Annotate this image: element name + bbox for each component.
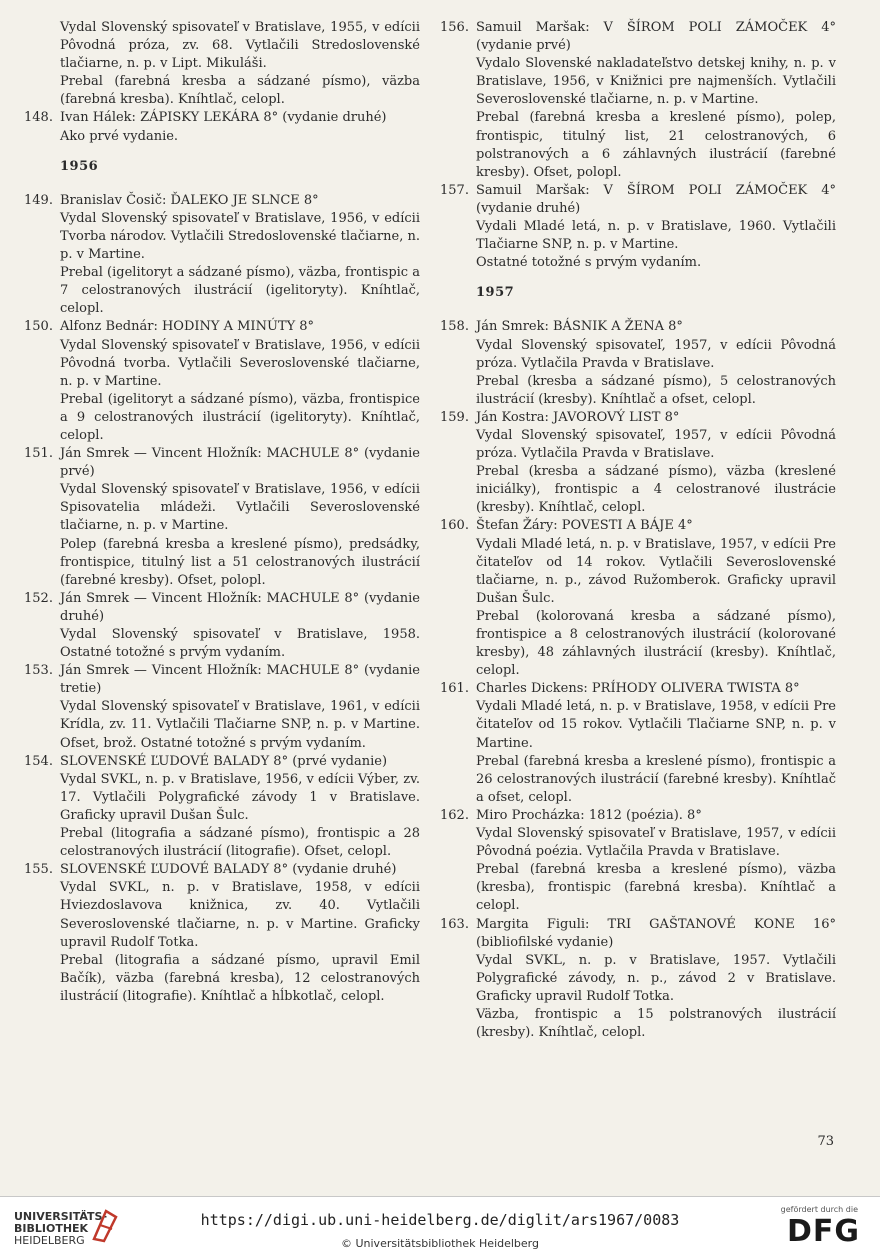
- entry-number: 163.: [440, 916, 469, 932]
- year-heading: 1956: [60, 158, 99, 174]
- entry-description: Väzba, frontispic a 15 polstranových ilustrácií (kresby). Kníhtlač, celopl.: [476, 1006, 836, 1041]
- entry-description: Vydal Slovenský spisovateľ v Bratislave, 1957, v edícii Pôvodná poézia. Vytlačila Pravda v Bratislave.: [476, 826, 836, 860]
- entry-description: Vydal Slovenský spisovateľ v Bratislave, 1956, v edícii Spisovatelia mládeži. Vytlačili Severoslovenské tlačiarne, n. p. v Martine.: [60, 482, 420, 534]
- entry-title: SLOVENSKÉ ĽUDOVÉ BALADY 8° (vydanie druhé): [60, 862, 397, 878]
- catalog-entry: [24, 445, 420, 590]
- entry-description: Vydal SVKL, n. p. v Bratislave, 1957. Vytlačili Polygrafické závody, n. p., závod 2 v Bratislave. Graficky upravil Rudolf Totka.: [476, 952, 836, 1004]
- entry-title: Margita Figuli: TRI GAŠTANOVÉ KONE 16° (bibliofilské vydanie): [476, 916, 836, 950]
- entry-description: Vydal Slovenský spisovateľ v Bratislave, 1956, v edícii Pôvodná tvorba. Vytlačili Severoslovenské tlačiarne, n. p. v Martine.: [60, 337, 420, 389]
- entry-title: Samuil Maršak: V ŠÍROM POLI ZÁMOČEK 4° (vydanie druhé): [476, 182, 836, 216]
- catalog-entry: [24, 192, 420, 319]
- entry-description: Vydal Slovenský spisovateľ v Bratislave, 1958. Ostatné totožné s prvým vydaním.: [60, 627, 420, 661]
- entry-number: 151.: [24, 446, 53, 462]
- entry-description: Prebal (igelitoryt a sádzané písmo), väzba, frontispice a 9 celostranových ilustrácií (igelitoryty). Kníhtlač, celopl.: [60, 391, 420, 443]
- entry-description: Vydal SVKL, n. p. v Bratislave, 1958, v edícii Hviezdoslavova knižnica, zv. 40. Vytlačili Severoslovenské tlačiarne, n. p. v Martine. Graficky upravil Rudolf Totka.: [60, 880, 420, 950]
- entry-description: Vydal Slovenský spisovateľ, 1957, v edícii Pôvodná próza. Vytlačila Pravda v Bratislave.: [476, 427, 836, 462]
- entry-description: Ako prvé vydanie.: [60, 128, 179, 144]
- library-name-line1: UNIVERSITÄTS-: [14, 1210, 108, 1223]
- catalog-entry: [24, 753, 420, 862]
- catalog-entry: [440, 680, 836, 807]
- footer-bar: [0, 1196, 880, 1259]
- entry-description: Vydal Slovenský spisovateľ, 1957, v edícii Pôvodná próza. Vytlačila Pravda v Bratislave.: [476, 337, 836, 371]
- entry-description: Vydali Mladé letá, n. p. v Bratislave, 1957, v edícii Pre čitateľov od 14 rokov. Vytlačili Severoslovenské tlačiarne, n. p., závod Ružomberok. Graficky upravil Dušan Šulc.: [476, 536, 836, 606]
- entry-description: Vydal Slovenský spisovateľ v Bratislave, 1956, v edícii Tvorba národov. Vytlačili Stredoslovenské tlačiarne, n. p. v Martine.: [60, 210, 420, 263]
- entry-description: Prebal (litografia a sádzané písmo, upravil Emil Bačík), väzba (farebná kresba), 12 celostranových ilustrácií (litografie). Kníhtlač a hĺbkotlač, celopl.: [60, 952, 420, 1004]
- entry-title: Alfonz Bednár: HODINY A MINÚTY 8°: [60, 319, 315, 335]
- entry-number: 155.: [24, 862, 53, 878]
- entry-title: Ján Smrek — Vincent Hložník: MACHULE 8° (vydanie prvé): [60, 446, 420, 480]
- permalink-url[interactable]: https://digi.ub.uni-heidelberg.de/diglit/ars1967/0083: [200, 1211, 680, 1229]
- entry-description: Polep (farebná kresba a kreslené písmo), predsádky, frontispice, titulný list a 51 celostranových ilustrácií (farebné kresby). Ofset, polopl.: [60, 536, 420, 588]
- catalog-entry: [440, 318, 836, 408]
- continued-text: Vydal Slovenský spisovateľ v Bratislave, 1955, v edícii Pôvodná próza, zv. 68. Vytlačili Stredoslovenské tlačiarne, n. p. v Lipt. Mikuláši.: [60, 20, 420, 72]
- entry-description: Prebal (farebná kresba a kreslené písmo), polep, frontispic, titulný list, 21 celostranových, 6 polstranových a 6 záhlavných ilustrácií (farebné kresby). Ofset, polopl.: [476, 110, 836, 180]
- copyright-note: © Universitätsbibliothek Heidelberg: [340, 1237, 539, 1250]
- continued-text: Prebal (farebná kresba a sádzané písmo), väzba (farebná kresba). Kníhtlač, celopl.: [60, 74, 420, 108]
- entry-title: Ivan Hálek: ZÁPISKY LEKÁRA 8° (vydanie druhé): [60, 110, 387, 126]
- entry-description: Vydali Mladé letá, n. p. v Bratislave, 1958, v edícii Pre čitateľov od 15 rokov. Vytlačili Tlačiarne SNP, n. p. v Martine.: [476, 699, 836, 751]
- entry-title: Samuil Maršak: V ŠÍROM POLI ZÁMOČEK 4° (vydanie prvé): [476, 20, 836, 54]
- entry-title: Štefan Žáry: POVESTI A BÁJE 4°: [476, 518, 693, 534]
- entry-description: Vydal Slovenský spisovateľ v Bratislave, 1961, v edícii Krídla, zv. 11. Vytlačili Tlačiarne SNP, n. p. v Martine. Ofset, brož. Ostatné totožné s prvým vydaním.: [60, 699, 420, 751]
- catalog-entry: [440, 182, 836, 272]
- entry-number: 158.: [440, 319, 469, 335]
- entry-number: 153.: [24, 663, 53, 679]
- year-heading: 1957: [476, 285, 515, 301]
- catalog-entry: [440, 517, 836, 680]
- entry-title: Ján Smrek — Vincent Hložník: MACHULE 8° (vydanie tretie): [60, 663, 420, 697]
- entry-title: SLOVENSKÉ ĽUDOVÉ BALADY 8° (prvé vydanie): [60, 753, 388, 769]
- entry-description: Vydalo Slovenské nakladateľstvo detskej knihy, n. p. v Bratislave, 1956, v Knižnici pre najmenších. Vytlačili Severoslovenské tlačiarne, n. p. v Martine.: [476, 56, 836, 108]
- catalog-entry: [24, 662, 420, 752]
- entry-number: 157.: [440, 182, 469, 198]
- catalog-entry: [440, 409, 836, 518]
- entry-number: 159.: [440, 409, 469, 425]
- catalog-entry: [24, 318, 420, 445]
- catalog-entry: [24, 590, 420, 662]
- entry-description: Vydal SVKL, n. p. v Bratislave, 1956, v edícii Výber, zv. 17. Vytlačili Polygrafické závody 1 v Bratislave. Graficky upravil Dušan Šulc.: [60, 771, 420, 823]
- entry-number: 150.: [24, 319, 53, 335]
- dfg-logo[interactable]: DFG: [786, 1214, 860, 1249]
- entry-title: Ján Kostra: JAVOROVÝ LIST 8°: [476, 409, 680, 425]
- entry-title: Miro Procházka: 1812 (poézia). 8°: [476, 807, 702, 823]
- entry-number: 160.: [440, 518, 469, 534]
- entry-title: Ján Smrek — Vincent Hložník: MACHULE 8° (vydanie druhé): [60, 590, 420, 624]
- entry-description: Prebal (kolorovaná kresba a sádzané písmo), frontispice a 8 celostranových ilustrácií (kolorované kresby), 48 záhlavných ilustrácií (kresby). Kníhtlač, celopl.: [476, 608, 836, 679]
- entry-number: 162.: [440, 807, 469, 823]
- entry-description: Prebal (litografia a sádzané písmo), frontispic a 28 celostranových ilustrácií (litografie). Ofset, celopl.: [60, 826, 420, 860]
- entry-number: 156.: [440, 20, 469, 35]
- page-number: 73: [817, 1134, 834, 1149]
- library-name-line2: BIBLIOTHEK: [14, 1222, 89, 1235]
- entry-description: Prebal (kresba a sádzané písmo), 5 celostranových ilustrácií (kresby). Kníhtlač a ofset, celopl.: [476, 373, 836, 407]
- entry-number: 149.: [24, 192, 53, 208]
- entry-description: Ostatné totožné s prvým vydaním.: [476, 255, 702, 271]
- entry-description: Prebal (kresba a sádzané písmo), väzba (kreslené iniciálky), frontispic a 4 celostranové ilustrácie (kresby). Kníhtlač, celopl.: [476, 464, 836, 516]
- right-column: [440, 19, 836, 1042]
- entry-description: Prebal (farebná kresba a kreslené písmo), väzba (kresba), frontispic (farebná kresba). Kníhtlač a celopl.: [476, 862, 836, 914]
- entry-title: Branislav Čosič: ĎALEKO JE SLNCE 8°: [60, 192, 319, 208]
- catalog-entry: [440, 807, 836, 916]
- catalog-entry: [24, 861, 420, 1006]
- catalog-entry: [440, 19, 836, 182]
- entry-title: Charles Dickens: PRÍHODY OLIVERA TWISTA 8°: [476, 681, 800, 697]
- entry-description: Prebal (igelitoryt a sádzané písmo), väzba, frontispic a 7 celostranových ilustrácií (igelitoryty). Kníhtlač, celopl.: [60, 265, 420, 317]
- entry-number: 154.: [24, 753, 53, 769]
- entry-title: Ján Smrek: BÁSNIK A ŽENA 8°: [476, 319, 683, 335]
- entry-description: Prebal (farebná kresba a kreslené písmo), frontispic a 26 celostranových ilustrácií (farebné kresby). Kníhtlač a ofset, celopl.: [476, 753, 836, 805]
- entry-number: 148.: [24, 110, 53, 126]
- entry-number: 152.: [24, 590, 53, 606]
- funding-note: gefördert durch die: [780, 1205, 858, 1214]
- catalog-entry: [440, 916, 836, 1043]
- entry-number: 161.: [440, 681, 469, 697]
- catalog-entry: [24, 109, 420, 145]
- library-name-line3: HEIDELBERG: [14, 1234, 85, 1247]
- entry-description: Vydali Mladé letá, n. p. v Bratislave, 1960. Vytlačili Tlačiarne SNP, n. p. v Martine.: [476, 219, 836, 253]
- left-column: [24, 19, 420, 1006]
